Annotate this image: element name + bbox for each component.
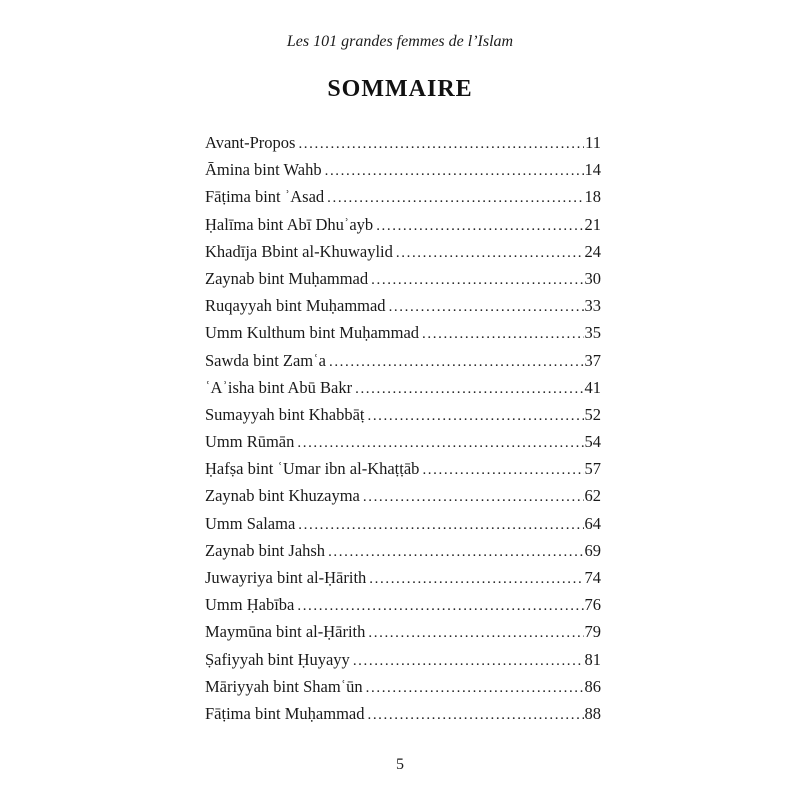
toc-entry xyxy=(205,187,601,214)
toc-leader-dots xyxy=(389,299,584,316)
toc-entry xyxy=(205,677,601,704)
toc-entry-title: Khadīja Bbint al-Khuwaylid xyxy=(205,241,393,261)
toc-entry-title: Ḥalīma bint Abī Dhuʾayb xyxy=(205,214,374,234)
toc-entry-title: Ḥafṣa bint ʿUmar ibn al-Khaṭṭāb xyxy=(205,459,420,479)
toc-leader-dots xyxy=(297,598,583,615)
toc-entry-title: Zaynab bint Khuzayma xyxy=(205,486,360,506)
toc-entry xyxy=(205,622,601,649)
toc-leader-dots xyxy=(353,653,584,670)
toc-entry-page: 35 xyxy=(584,323,601,343)
toc-entry-page: 62 xyxy=(584,486,601,506)
toc-leader-dots xyxy=(422,326,583,343)
toc-leader-dots xyxy=(363,489,584,506)
toc-entry-page: 54 xyxy=(584,432,601,452)
toc-entry-page: 18 xyxy=(584,187,601,207)
toc-entry-page: 81 xyxy=(584,649,601,669)
toc-entry-title: Zaynab bint Jahsh xyxy=(205,540,326,560)
toc-entry xyxy=(205,378,601,405)
toc-entry-title: Avant-Propos xyxy=(205,133,296,152)
table-of-contents xyxy=(205,133,601,731)
toc-entry-title: Umm Rūmān xyxy=(205,432,295,452)
toc-leader-dots xyxy=(297,435,583,452)
toc-entry-page: 21 xyxy=(584,214,601,234)
toc-leader-dots xyxy=(328,544,583,561)
toc-leader-dots xyxy=(396,245,584,262)
toc-entry xyxy=(205,568,601,595)
toc-entry-title: Juwayriya bint al-Ḥārith xyxy=(205,568,367,587)
toc-entry-title: Umm Salama xyxy=(205,513,296,533)
toc-entry xyxy=(205,432,601,459)
toc-entry xyxy=(205,215,601,242)
toc-entry xyxy=(205,650,601,677)
toc-entry-page: 11 xyxy=(585,133,601,152)
toc-entry-title: Sawda bint Zamʿa xyxy=(205,350,326,370)
toc-entry-title: Zaynab bint Muḥammad xyxy=(205,268,369,288)
toc-entry xyxy=(205,133,601,160)
toc-entry-page: 88 xyxy=(584,703,601,723)
toc-entry-title: Āmina bint Wahb xyxy=(205,160,322,180)
toc-entry xyxy=(205,595,601,622)
toc-entry xyxy=(205,351,601,378)
toc-entry xyxy=(205,269,601,296)
toc-entry-page: 57 xyxy=(584,459,601,479)
toc-leader-dots xyxy=(422,462,583,479)
toc-leader-dots xyxy=(298,517,583,534)
toc-entry-page: 86 xyxy=(584,676,601,696)
toc-entry xyxy=(205,160,601,187)
toc-entry-title: ʿAʾisha bint Abū Bakr xyxy=(205,377,353,397)
page-number: 5 xyxy=(396,756,404,773)
toc-entry-title: Umm Kulthum bint Muḥammad xyxy=(205,323,420,343)
toc-entry-title: Ruqayyah bint Muḥammad xyxy=(205,296,386,316)
toc-entry xyxy=(205,323,601,350)
toc-entry-page: 79 xyxy=(584,622,601,642)
toc-entry xyxy=(205,541,601,568)
toc-entry-title: Maymūna bint al-Ḥārith xyxy=(205,622,366,642)
toc-entry-title: Umm Ḥabība xyxy=(205,595,295,615)
toc-leader-dots xyxy=(298,136,584,153)
toc-entry-title: Māriyyah bint Shamʿūn xyxy=(205,676,363,696)
toc-leader-dots xyxy=(325,163,584,180)
toc-entry xyxy=(205,459,601,486)
toc-leader-dots xyxy=(355,381,583,398)
toc-entry-title: Sumayyah bint Khabbāṭ xyxy=(205,404,365,424)
toc-entry xyxy=(205,242,601,269)
toc-leader-dots xyxy=(371,272,583,289)
toc-entry-title: Fāṭima bint ʾAsad xyxy=(205,187,325,207)
toc-entry-page: 74 xyxy=(584,568,601,587)
toc-entry-page: 69 xyxy=(584,540,601,560)
toc-entry-page: 52 xyxy=(584,404,601,424)
page-title: SOMMAIRE xyxy=(327,76,473,102)
toc-entry xyxy=(205,514,601,541)
toc-entry-page: 76 xyxy=(584,595,601,615)
toc-entry-page: 24 xyxy=(584,241,601,261)
toc-leader-dots xyxy=(367,707,583,724)
running-header: Les 101 grandes femmes de l’Islam xyxy=(286,33,514,50)
toc-leader-dots xyxy=(367,408,583,425)
toc-entry-page: 33 xyxy=(584,296,601,316)
toc-leader-dots xyxy=(376,218,583,235)
toc-entry xyxy=(205,296,601,323)
toc-leader-dots xyxy=(329,354,584,371)
toc-leader-dots xyxy=(366,680,584,697)
toc-entry xyxy=(205,405,601,432)
toc-entry-title: Fāṭima bint Muḥammad xyxy=(205,703,365,723)
toc-entry xyxy=(205,704,601,731)
toc-entry-page: 64 xyxy=(584,513,601,533)
toc-entry-page: 37 xyxy=(584,350,601,370)
toc-entry-page: 41 xyxy=(584,377,601,397)
toc-entry-page: 30 xyxy=(584,268,601,288)
toc-entry-page: 14 xyxy=(584,160,601,180)
toc-leader-dots xyxy=(368,625,583,642)
toc-leader-dots xyxy=(327,190,583,207)
toc-entry-title: Ṣafiyyah bint Ḥuyayy xyxy=(205,649,350,669)
toc-leader-dots xyxy=(369,571,583,588)
toc-entry xyxy=(205,486,601,513)
